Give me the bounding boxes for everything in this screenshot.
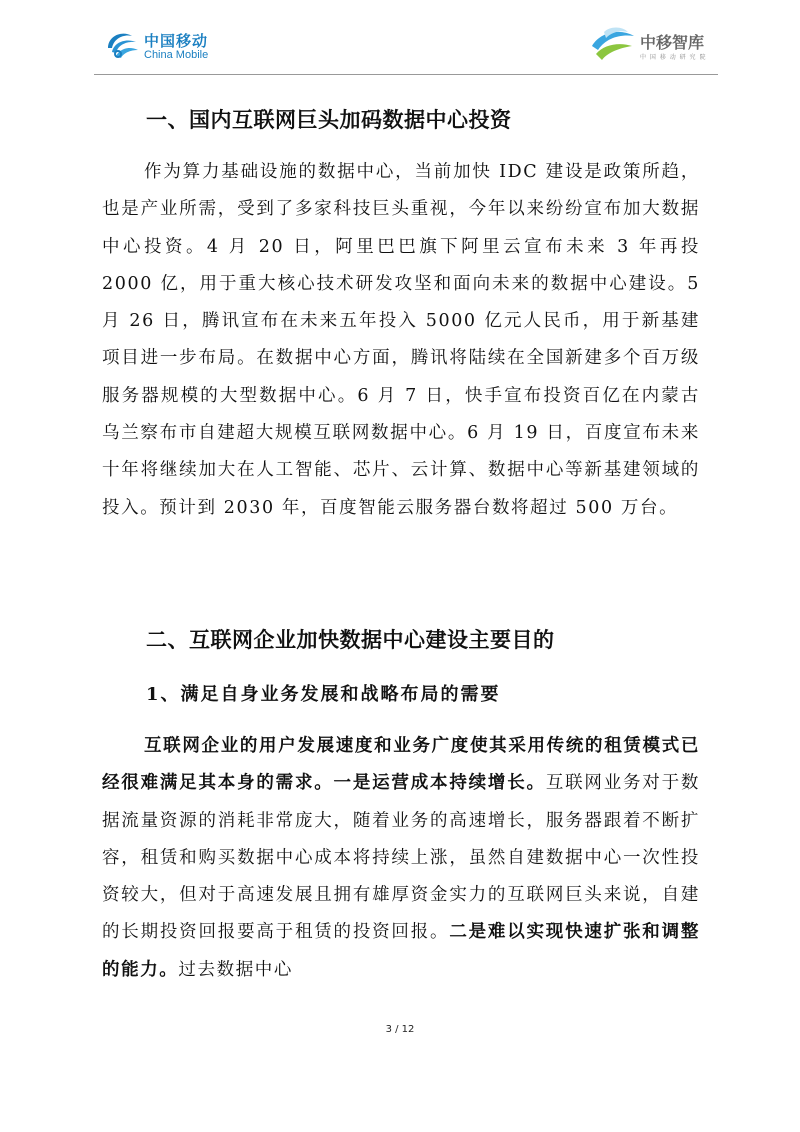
zhongyi-think-tank-logo [590, 24, 720, 68]
think-tank-cn-name: 中移智库 [640, 33, 705, 52]
paragraph-text-continued: 过去数据中心 [178, 959, 294, 980]
page-header [0, 0, 800, 76]
bold-lead-sentence: 互联网企业的用户发展速度和业务广度使其采用传统的租赁模式已经很难满足其本身的需求。一是运营成本持续增长。 [102, 736, 700, 794]
think-tank-subtitle: 中 国 移 动 研 究 院 [640, 54, 707, 61]
section-2-heading: 二、互联网企业加快数据中心建设主要目的 [146, 628, 555, 652]
china-mobile-cn-name: 中国移动 [144, 32, 209, 50]
subsection-1-heading: 1、满足自身业务发展和战略布局的需要 [146, 684, 501, 705]
china-mobile-en-name: China Mobile [144, 49, 209, 61]
header-divider [94, 74, 718, 75]
paragraph-text: 互联网业务对于数据流量资源的消耗非常庞大，随着业务的高速增长，服务器跟着不断扩容，租赁和购买数据中心成本将持续上涨，虽然自建数据中心一次性投资较大，但对于高速发展且拥有雄厚资金实力的互联网巨头来说，自建的长期投资回报要高于租赁的投资回报。 [102, 773, 700, 943]
china-mobile-logo [104, 28, 254, 68]
section-1-heading: 一、国内互联网巨头加码数据中心投资 [146, 108, 512, 132]
bold-point-two: 二是难以实现快速扩张和调整的能力。 [102, 922, 700, 980]
page-number: 3 / 12 [385, 1024, 415, 1035]
section-1-paragraph: 作为算力基础设施的数据中心，当前加快 IDC 建设是政策所趋，也是产业所需，受到了多家科技巨头重视，今年以来纷纷宣布加大数据中心投资。4 月 20 日，阿里巴巴旗下阿里云宣布未来 3 年再投 2000 亿，用于重大核心技术研发攻坚和面向未来的数据中心建设。5 月 26 日，腾讯宣布在未来五年投入 5000 亿元人民币，用于新基建项目进一步布局。在数据中心方面，腾讯将陆续在全国新建多个百万级服务器规模的大型数据中心。6 月 7 日，快手宣布投资百亿在内蒙古乌兰察布市自建超大规模互联网数据中心。6 月 19 日，百度宣布未来十年将继续加大在人工智能、芯片、云计算、数据中心等新基建领域的投入。预计到 2030 年，百度智能云服务器台数将超过 500 万台。 [102, 162, 700, 518]
section-2-paragraph [102, 728, 700, 989]
think-tank-emblem-icon [590, 24, 636, 64]
china-mobile-emblem-icon [104, 28, 140, 62]
